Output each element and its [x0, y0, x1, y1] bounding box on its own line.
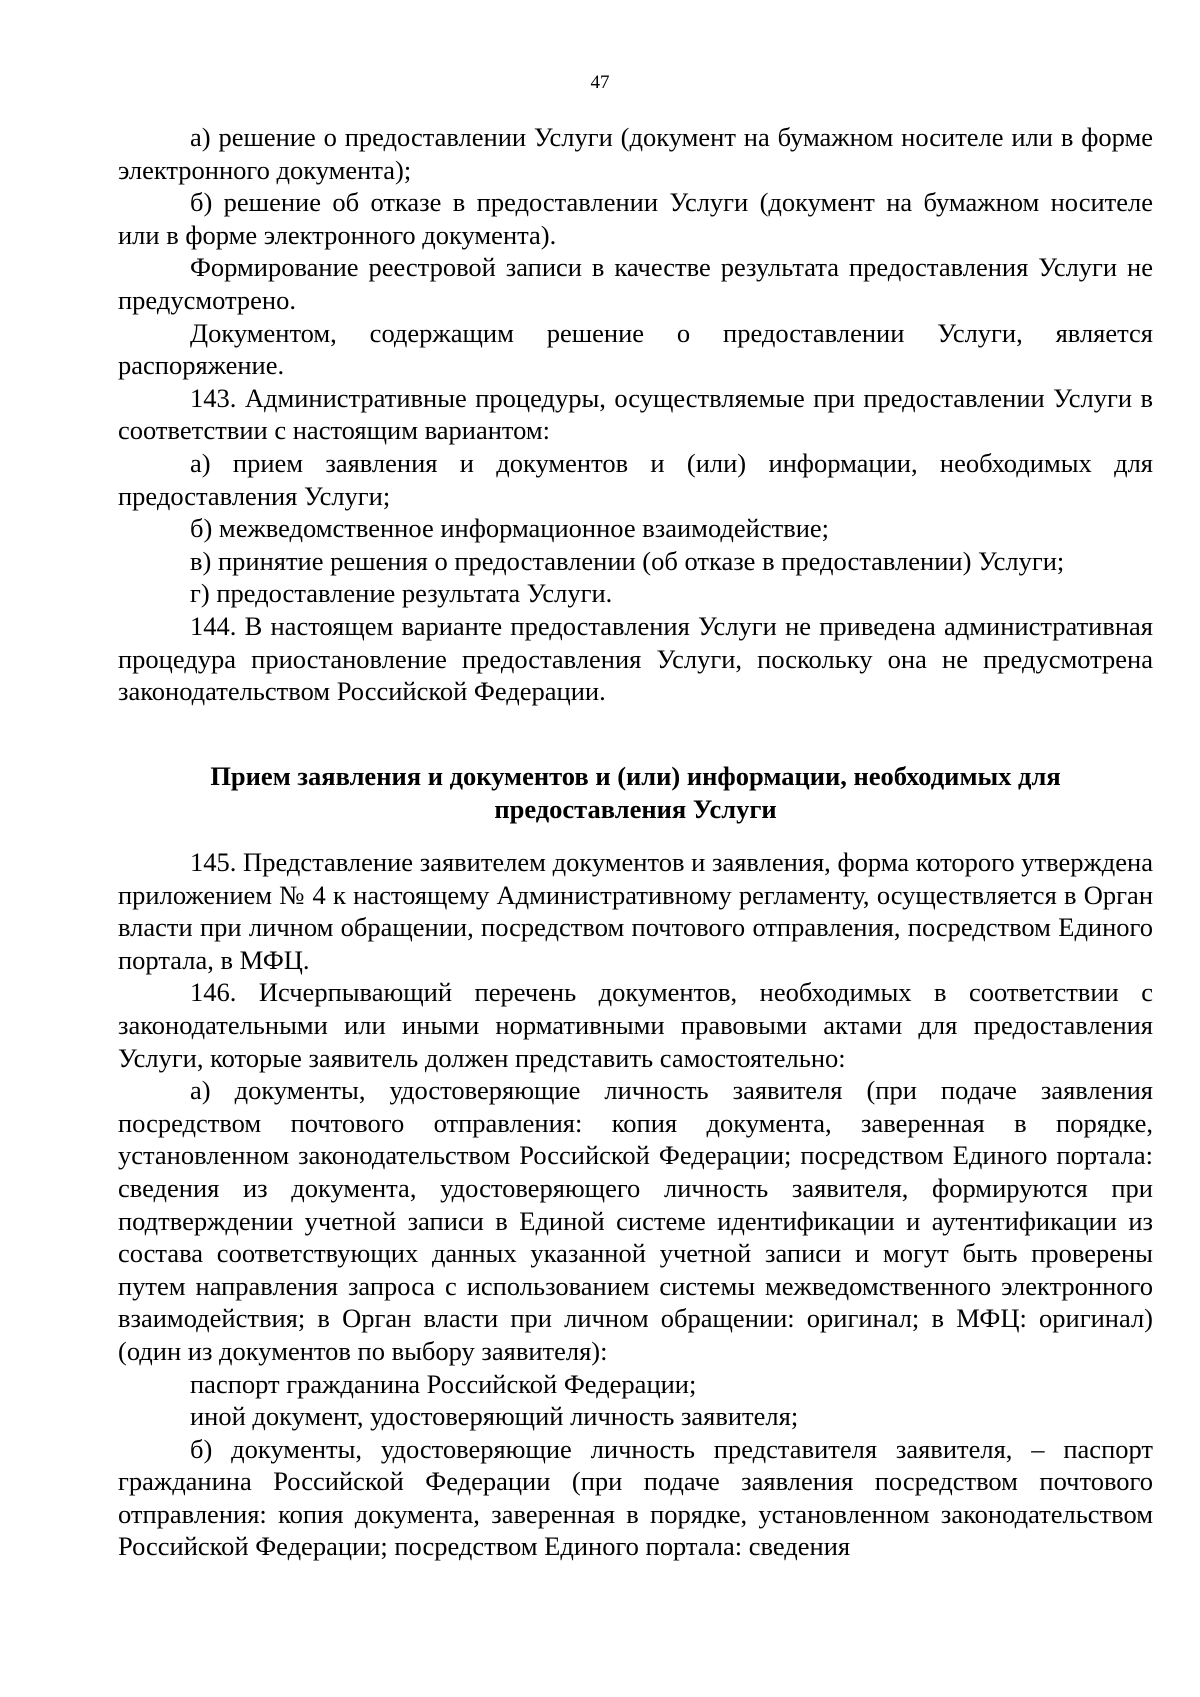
paragraph-result-approval: а) решение о предоставлении Услуги (документ на бумажном носителе или в форме электронного документа); — [118, 122, 1153, 185]
section-heading: Прием заявления и документов и (или) информации, необходимых для предоставления Услуги — [210, 761, 1061, 824]
list-item-v: в) принятие решения о предоставлении (об отказе в предоставлении) Услуги; — [190, 545, 1065, 576]
paragraph-145: 145. Представление заявителем документов и заявления, форма которого утверждена приложением № 4 к настоящему Административному регламенту, осуществляется в Орган власти при личном обращении, посредством почтового отправления, посредством Единого портала, в МФЦ. — [118, 847, 1153, 975]
list-item-a-identity-docs: а) документы, удостоверяющие личность заявителя (при подаче заявления посредством почтового отправления: копия документа, заверенная в порядке, установленном законодательством Российской Федерации; посредством Единого портала: сведения из документа, удостоверяющего личность заявителя, формируются при подтверждении учетной записи в Единой системе идентификации и аутентификации из состава соответствующих данных указанной учетной записи и могут быть проверены путем направления запроса с использованием системы межведомственного электронного взаимодействия; в Орган власти при личном обращении: оригинал; в МФЦ: оригинал) (один из документов по выбору заявителя): — [118, 1075, 1153, 1366]
list-item-a: а) прием заявления и документов и (или) информации, необходимых для предоставления Услуги; — [118, 447, 1153, 511]
list-item-g: г) предоставление результата Услуги. — [190, 578, 613, 609]
paragraph-143: 143. Административные процедуры, осуществляемые при предоставлении Услуги в соответствии с настоящим вариантом: — [118, 382, 1153, 446]
bottom-text-block — [118, 846, 1153, 1563]
section-heading-block — [118, 760, 1153, 825]
top-text-block — [118, 121, 1153, 708]
paragraph-decision-document: Документом, содержащим решение о предоставлении Услуги, является распоряжение. — [118, 317, 1153, 381]
paragraph-result-refusal: б) решение об отказе в предоставлении Услуги (документ на бумажном носителе или в форме электронного документа). — [118, 187, 1153, 250]
page-number: 47 — [590, 72, 610, 93]
paragraph-146: 146. Исчерпывающий перечень документов, необходимых в соответствии с законодательными или иными нормативными правовыми актами для предоставления Услуги, которые заявитель должен представить самостоятельно: — [118, 977, 1153, 1073]
paragraph-144: 144. В настоящем варианте предоставления Услуги не приведена административная процедура приостановление предоставления Услуги, поскольку она не предусмотрена законодательством Российской Федерации. — [118, 610, 1153, 707]
paragraph-registry-record: Формирование реестровой записи в качестве результата предоставления Услуги не предусмотрено. — [118, 252, 1153, 315]
list-item-passport: паспорт гражданина Российской Федерации; — [190, 1368, 697, 1399]
list-item-b-representative-docs: б) документы, удостоверяющие личность представителя заявителя, – паспорт гражданина Российской Федерации (при подаче заявления посредством почтового отправления: копия документа, заверенная в порядке, установленном законодательством Российской Федерации; посредством Единого портала: сведения — [118, 1433, 1153, 1562]
list-item-b: б) межведомственное информационное взаимодействие; — [190, 513, 830, 544]
list-item-other-id: иной документ, удостоверяющий личность заявителя; — [190, 1401, 799, 1432]
